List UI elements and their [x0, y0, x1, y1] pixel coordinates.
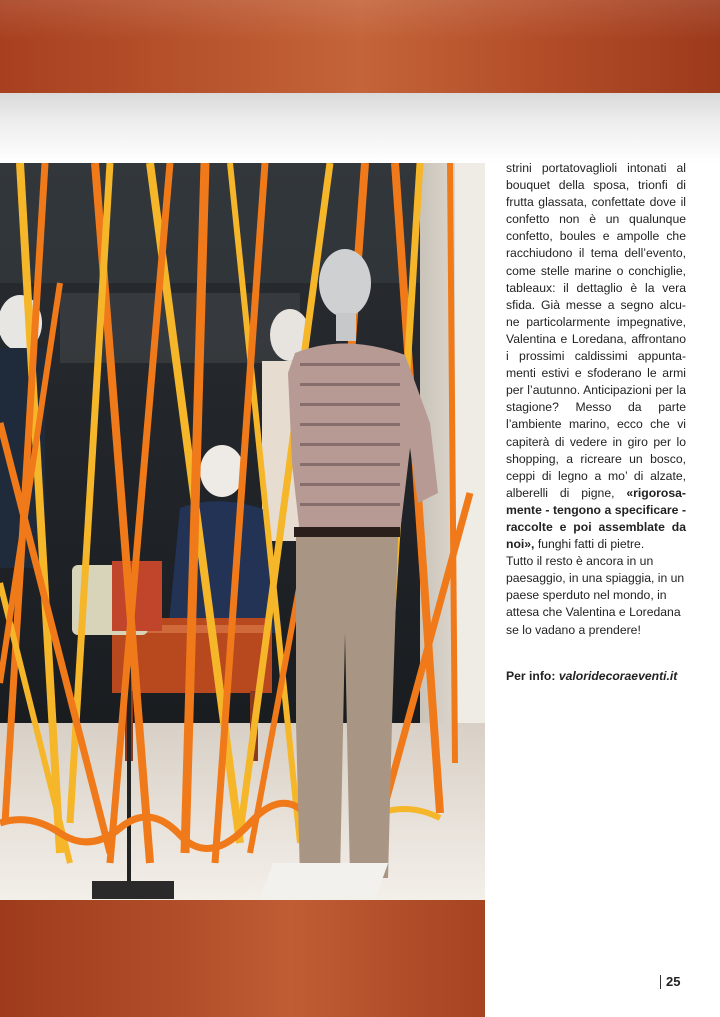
info-label: Per info:	[506, 669, 559, 683]
info-line	[506, 668, 696, 685]
header-shade	[0, 93, 720, 163]
article-paragraph-1	[506, 160, 686, 553]
photo-illustration	[0, 163, 485, 900]
paragraph-1-start: strini portatovaglioli intonati al bouquet della sposa, trionfi di frutta glassata, confettate dove il confetto non è un qualunque confetto, boules e ampolle che racchiudono il tema dell’evento, come stelle marine o conchiglie, tableaux: il dettaglio è la vera sfida. Già messe a segno alcu-ne particolarmente impegnative, Valentina e Loredana, affrontano i prossimi caldissimi appunta-menti estivi e sfoderano le armi per l’autunno. Anticipazioni per la stagione? Messo da parte l’ambiente marino, ecco che vi capiterà di vedere in giro per lo shopping, a ricreare un bosco, ceppi di legno a mo’ di alzate, alberelli di pigne,	[506, 161, 686, 500]
article-paragraph-2: Tutto il resto è ancora in un paesaggio, in una spiaggia, in un paese sperduto nel mondo, in attesa che Valentina e Loredana se lo vadano a prendere!	[506, 554, 685, 637]
bottom-color-band	[0, 900, 485, 1017]
top-color-band	[0, 0, 720, 93]
info-website-link[interactable]: valoridecoraeventi.it	[558, 669, 678, 683]
designer-quote: «rigorosa-mente - tengono a specificare - raccolte e poi assemblate da noi»,	[506, 485, 686, 552]
paragraph-1-end: funghi fatti di pietre.	[534, 537, 645, 552]
article-text-column	[506, 160, 686, 639]
shop-window-photo	[0, 163, 485, 900]
page-number: 25	[660, 975, 680, 989]
